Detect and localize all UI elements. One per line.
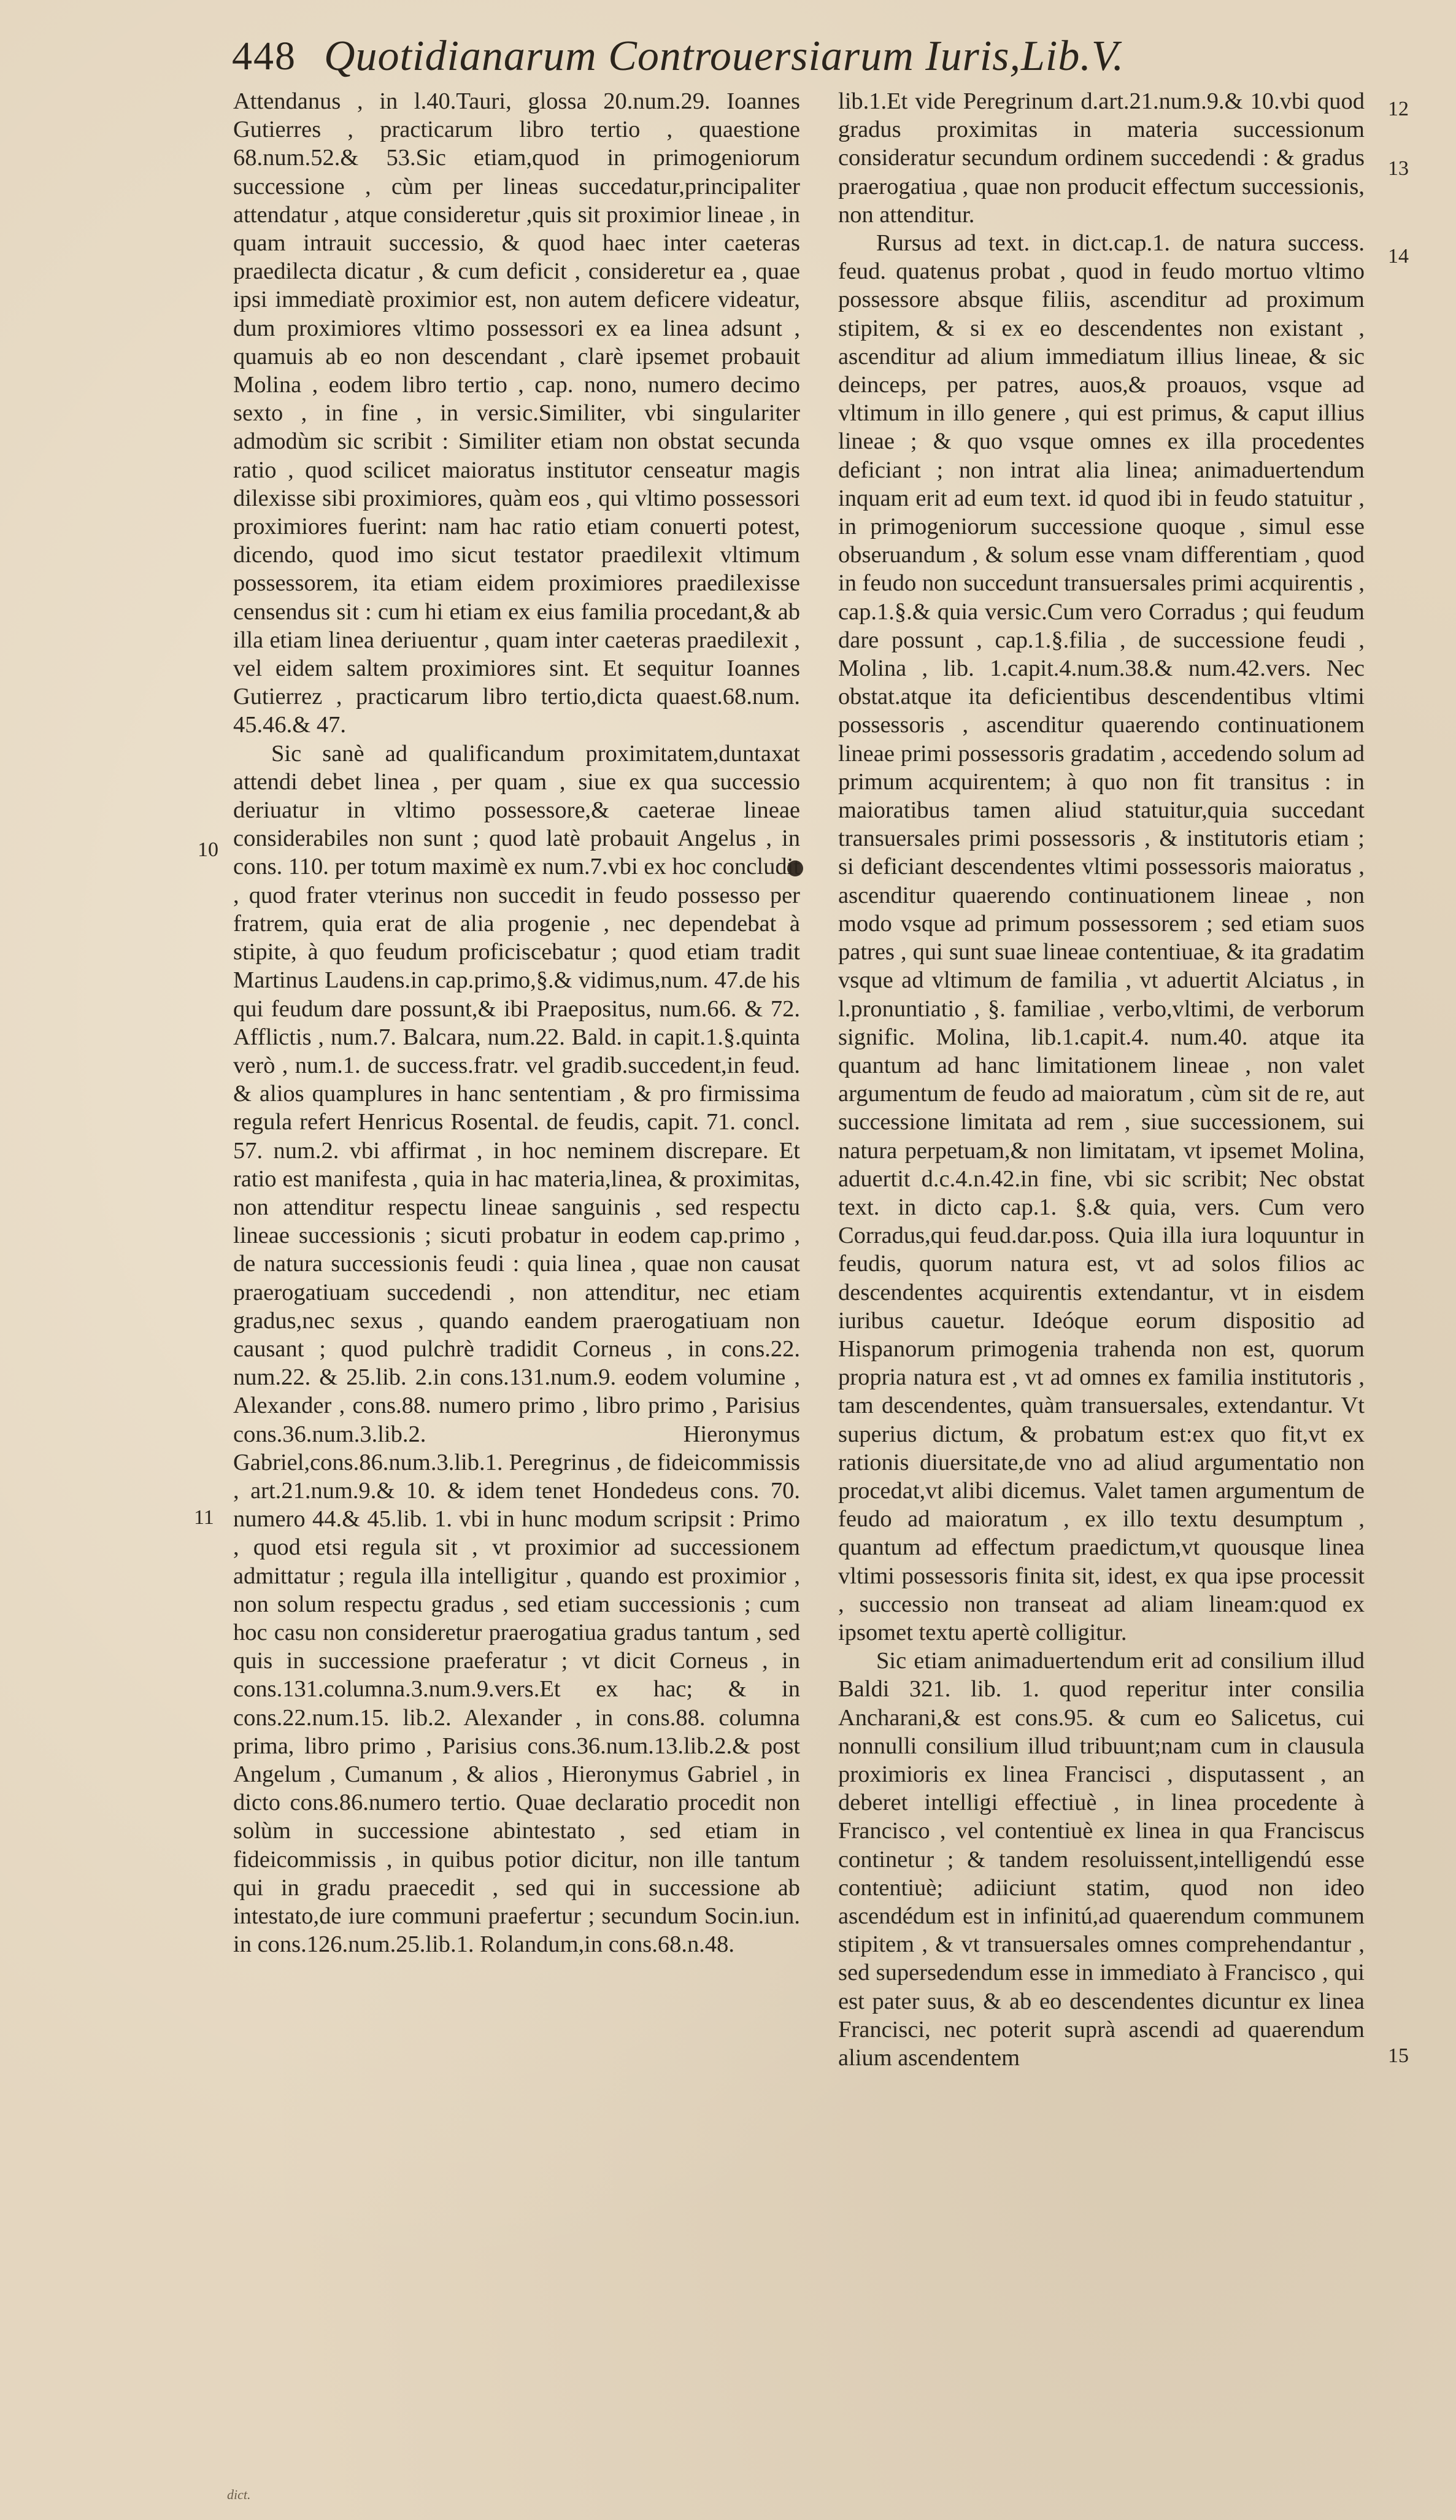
right-text-column: [838, 87, 1365, 2072]
margin-number-10: 10: [198, 838, 218, 861]
running-title: Quotidianarum Controuersiarum Iuris,Lib.V.: [324, 33, 1125, 80]
margin-number-14: 14: [1388, 245, 1409, 268]
page-number: 448: [232, 34, 296, 79]
margin-number-11: 11: [194, 1506, 214, 1529]
margin-number-13: 13: [1388, 157, 1409, 180]
right-paragraph-3: Sic etiam animaduertendum erit ad consilium illud Baldi 321. lib. 1. quod reperitur inter consilia Ancharani,& est cons.95. & cum eo Salicetus, cui nonnulli consilium illud tribuunt;nam cum in clausula proximioris ex linea Francisci , disputassent , an deberet intelligi effectiuè , in linea procedente à Francisco , vel contentiuè ex linea in qua Franciscus continetur ; & tandem resoluissent,intelligendú esse contentiuè; adiiciunt statim, quod non ideo ascendédum est in infinitú,ad quaerendum communem stipitem , & vt transuersales omnes comprehendantur , sed supersedendum esse in immediato à Francisco , qui est pater suus, & ab eo descendentes dicuntur ex linea Francisci, nec poterit suprà ascendi ad quaerendum alium ascendentem: [838, 1648, 1365, 2071]
margin-number-12: 12: [1388, 98, 1409, 120]
left-paragraph-2: Sic sanè ad qualificandum proximitatem,duntaxat attendi debet linea , per quam , siue ex qua successio deriuatur in vltimo possessore,& caeterae lineae considerabiles non sunt ; quod latè probauit Angelus , in cons. 110. per totum maximè ex num.7.vbi ex hoc concludit , quod frater vterinus non succedit in feudo possesso per fratrem, quia erat de alia progenie , nec dependebat à stipite, à quo feudum proficiscebatur ; quod etiam tradit Martinus Laudens.in cap.primo,§.& vidimus,num. 47.de his qui feudum dare possunt,& ibi Praepositus, num.66. & 72. Afflictis , num.7. Balcara, num.22. Bald. in capit.1.§.quinta verò , num.1. de success.fratr. vel gradib.succedent,in feud. & alios quamplures in hanc sententiam , & pro firmissima regula refert Henricus Rosental. de feudis, capit. 71. concl. 57. num.2. vbi affirmat , in hoc neminem discrepare. Et ratio est manifesta , quia in hac materia,linea, & proximitas, non attenditur respectu lineae sanguinis , sed respectu lineae successionis ; sicuti probatur in eodem cap.primo , de natura successionis feudi : quia linea , quae non causat praerogatiuam succedendi , non attenditur, nec etiam gradus,nec sexus , quando eandem praerogatiuam non causant ; quod pulchrè tradidit Corneus , in cons.22. num.22. & 25.lib. 2.in cons.131.num.9. eodem volumine , Alexander , cons.88. numero primo , libro primo , Parisius cons.36.num.3.lib.2. Hieronymus Gabriel,cons.86.num.3.lib.1. Peregrinus , de fideicommissis , art.21.num.9.& 10. & idem tenet Hondedeus cons. 70. numero 44.& 45.lib. 1. vbi in hunc modum scripsit : Primo , quod etsi regula sit , vt proximior ad successionem admittatur ; regula illa intelligitur , quando est proximior , non solum respectu gradus , sed etiam successionis ; cum hoc casu non consideretur praerogatiua gradus tantum , sed quis in successione praeferatur ; vt dicit Corneus , in cons.131.columna.3.num.9.vers.Et ex hac; & in cons.22.num.15. lib.2. Alexander , in cons.88. columna prima, libro primo , Parisius cons.36.num.13.lib.2.& post Angelum , Cumanum , & alios , Hieronymus Gabriel , in dicto cons.86.numero tertio. Quae declaratio procedit non solùm in successione abintestato , sed etiam in fideicommissis , in quibus potior dicitur, non ille tantum qui in gradu praecedit , sed qui in successione ab intestato,de iure communi praefertur ; secundum Socin.iun. in cons.126.num.25.lib.1. Rolandum,in cons.68.n.48.: [233, 740, 800, 1958]
left-paragraph-1: Attendanus , in l.40.Tauri, glossa 20.num.29. Ioannes Gutierres , practicarum libro tertio , quaestione 68.num.52.& 53.Sic etiam,quod in primogeniorum successione , cùm per lineas succedatur,principaliter attendatur , atque consideretur ,quis sit proximior lineae , in quam intrauit successio, & quod haec inter caeteras praedilecta dicatur , & cum deficit , consideretur ea , quae ipsi immediatè proximior est, non autem deficere videatur, dum proximiores vltimo possessori ex ea linea adsunt , quamuis ab eo non descendant , clarè ipsemet probauit Molina , eodem libro tertio , cap. nono, numero decimo sexto , in fine , in versic.Similiter, vbi singulariter admodùm sic scribit : Similiter etiam non obstat secunda ratio , quod scilicet maioratus institutor censeatur magis dilexisse sibi proximiores, quàm eos , qui vltimo possessori proximiores fuerint: nam hac ratio etiam conuerti potest, dicendo, quod imo sicut testator praedilexit vltimum possessorem, ita etiam eidem proximiores praedilexisse censendus sit : cum hi etiam ex eius familia procedant,& ab illa etiam linea deriuentur , quam inter caeteras praedilexit , vel eidem saltem proximiores sint. Et sequitur Ioannes Gutierrez , practicarum libro tertio,dicta quaest.68.num. 45.46.& 47.: [233, 88, 800, 738]
right-paragraph-2: Rursus ad text. in dict.cap.1. de natura success. feud. quatenus probat , quod in feudo mortuo vltimo possessore absque filiis, ascenditur ad proximum stipitem, & si ex eo descendentes non existant , ascenditur ad alium immediatum illius lineae, & sic deinceps, per patres, auos,& proauos, vsque ad vltimum in illo genere , qui est primus, & caput illius lineae ; & quo vsque omnes ex illa procedentes deficiant ; non intrat alia linea; animaduertendum inquam erit ad eum text. id quod ibi in feudo statuitur , in primogeniorum successione quoque , simul esse obseruandum , & solum esse vnam differentiam , quod in feudo non succedunt transuersales primi acquirentis , cap.1.§.& quia versic.Cum vero Corradus ; qui feudum dare possunt , cap.1.§.filia , de successione feudi , Molina , lib. 1.capit.4.num.38.& num.42.vers. Nec obstat.atque ita deficientibus descendentibus vltimi possessoris , ascenditur quaerendo continuationem lineae primi possessoris gradatim , accedendo solum ad primum acquirentem; à quo non fit transitus : in maioratibus tamen aliud statuitur,quia succedant transuersales primi possessoris , & institutoris etiam ; si deficiant descendentes vltimi possessoris maioratus , ascenditur quaerendo continuationem lineae , non modo vsque ad primum possessorem ; sed etiam suos patres , qui sunt suae lineae contentiuae, & ita gradatim vsque ad vltimum de familia , vt aduertit Alciatus , in l.pronuntiatio , §. familiae , verbo,vltimi, de verborum signific. Molina, lib.1.capit.4. num.40. atque ita quantum ad hanc limitationem lineae , non valet argumentum de feudo ad maioratum , cùm sit de re, aut successione limitata ad rem , siue successionem, sui natura perpetuam,& non limitatam, vt ipsemet Molina, aduertit d.c.4.n.42.in fine, vbi sic scribit; Nec obstat text. in dicto cap.1. §.& quia, vers. Cum vero Corradus,qui feud.dar.poss. Quia illa iura loquuntur in feudis, quorum natura est, vt ad solos filios ac descendentes acquirentis extendantur, vt in eisdem iuribus cauetur. Ideóque eorum dispositio ad Hispanorum primogenia trahenda non est, quorum propria natura est , vt ad omnes ex familia institutoris , tam descendentes, quàm transuersales, extendantur. Vt superius dictum, & probatum est:ex quo fit,vt ex rationis diuersitate,de vno ad aliud argumentatio non procedat,vt alibi dicemus. Valet tamen argumentum de feudo ad maioratum , ex illo textu desumptum , quantum ad effectum praedictum,vt quousque linea vltimi possessoris finita sit, idest, ex qua ipse processit , successio non transeat ad aliam lineam:quod ex ipsomet textu apertè colligitur.: [838, 230, 1365, 1645]
page-header: [232, 32, 1238, 87]
bottom-margin-scribble: dict.: [227, 2487, 251, 2502]
left-text-column: [233, 87, 800, 1958]
margin-number-15: 15: [1388, 2044, 1409, 2067]
right-paragraph-1: lib.1.Et vide Peregrinum d.art.21.num.9.& 10.vbi quod gradus proximitas in materia successionum consideratur secundum ordinem succedendi : & gradus praerogatiua , quae non producit effectum successionis, non attenditur.: [838, 88, 1365, 228]
